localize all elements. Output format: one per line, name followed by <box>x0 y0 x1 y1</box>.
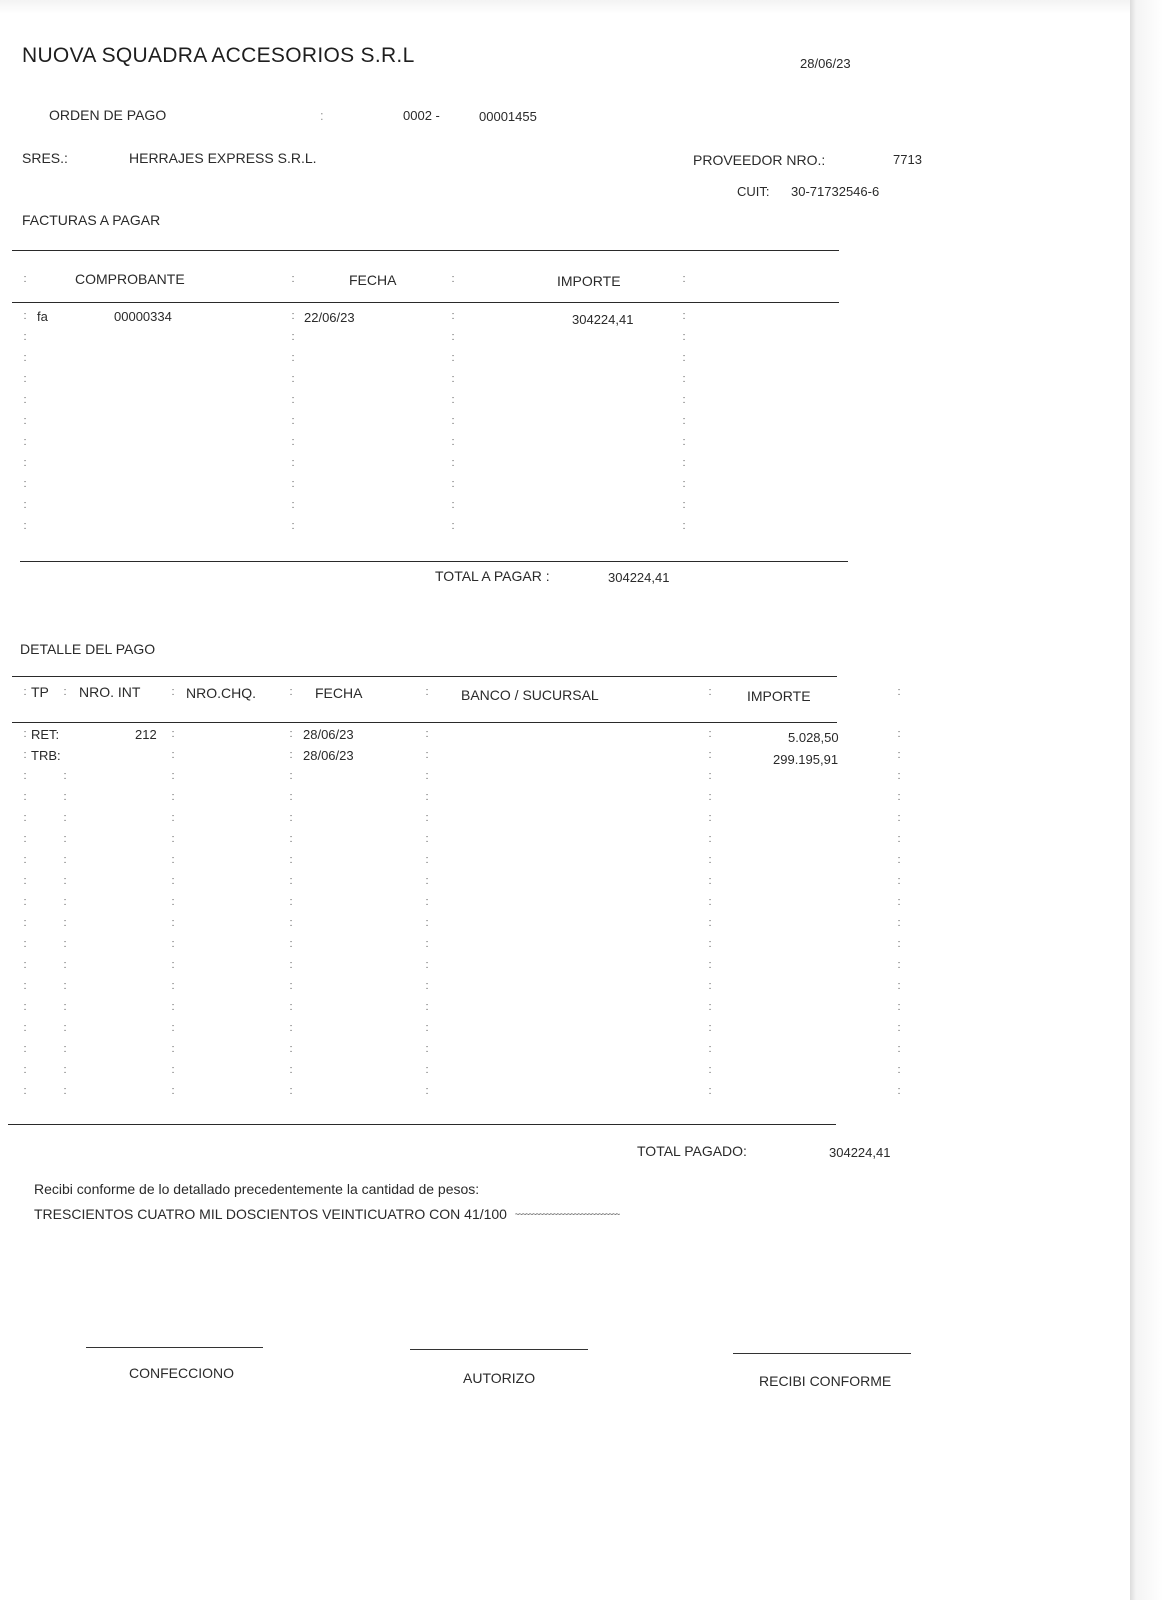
proveedor-number: 7713 <box>893 152 922 167</box>
column-separator-mark: : <box>289 980 293 992</box>
column-separator-mark: : <box>451 331 455 343</box>
column-separator-mark: : <box>425 812 429 824</box>
column-separator-mark: : <box>23 352 27 364</box>
column-separator-mark: : <box>171 896 175 908</box>
column-separator-mark: : <box>291 394 295 406</box>
detalle-header-nro-int: NRO. INT <box>79 684 141 700</box>
detalle-row-1-fecha: 28/06/23 <box>303 727 354 742</box>
total-pagado-value: 304224,41 <box>829 1145 891 1160</box>
column-separator-mark: : <box>708 686 712 698</box>
cuit-number: 30-71732546-6 <box>791 184 880 199</box>
column-separator-mark: : <box>289 1001 293 1013</box>
column-separator-mark: : <box>63 980 67 992</box>
column-separator-mark: : <box>291 457 295 469</box>
column-separator-mark: : <box>63 896 67 908</box>
column-separator-mark: : <box>289 1064 293 1076</box>
column-separator-mark: : <box>897 1064 901 1076</box>
column-separator-mark: : <box>23 394 27 406</box>
detalle-row-2-importe: 299.195,91 <box>773 752 839 767</box>
column-separator-mark: : <box>708 770 712 782</box>
sres-label: SRES.: <box>22 150 68 166</box>
column-separator-mark: : <box>171 917 175 929</box>
proveedor-label: PROVEEDOR NRO.: <box>693 152 826 168</box>
detalle-row-1-tp: RET: <box>31 727 60 742</box>
column-separator-mark: : <box>23 373 27 385</box>
column-separator-mark: : <box>425 917 429 929</box>
column-separator-mark: : <box>425 728 429 740</box>
column-separator-mark: : <box>171 770 175 782</box>
column-separator-mark: : <box>682 273 686 285</box>
column-separator-mark: : <box>708 833 712 845</box>
column-separator-mark: : <box>63 1064 67 1076</box>
column-separator-mark: : <box>451 457 455 469</box>
column-separator-mark: : <box>23 938 27 950</box>
column-separator-mark: : <box>682 331 686 343</box>
facturas-header-importe: IMPORTE <box>557 273 621 289</box>
column-separator-mark: : <box>897 980 901 992</box>
signature-line-recibi <box>733 1353 911 1354</box>
factura-row-fecha: 22/06/23 <box>304 310 355 325</box>
column-separator-mark: : <box>708 854 712 866</box>
column-separator-mark: : <box>682 373 686 385</box>
column-separator-mark: : <box>171 1022 175 1034</box>
facturas-header-fecha: FECHA <box>349 272 397 288</box>
column-separator-mark: : <box>451 478 455 490</box>
column-separator-mark: : <box>289 833 293 845</box>
column-separator-mark: : <box>63 875 67 887</box>
column-separator-mark: : <box>897 1043 901 1055</box>
column-separator-mark: : <box>23 273 27 285</box>
column-separator-mark: : <box>23 749 27 761</box>
column-separator-mark: : <box>897 686 901 698</box>
column-separator-mark: : <box>171 959 175 971</box>
column-separator-mark: : <box>425 1043 429 1055</box>
column-separator-mark: : <box>897 959 901 971</box>
column-separator-mark: : <box>708 1085 712 1097</box>
column-separator-mark: : <box>897 1085 901 1097</box>
column-separator-mark: : <box>23 499 27 511</box>
column-separator-mark: : <box>682 499 686 511</box>
column-separator-mark: : <box>23 436 27 448</box>
column-separator-mark: : <box>451 373 455 385</box>
detalle-header-fecha: FECHA <box>315 685 363 701</box>
column-separator-mark: : <box>451 436 455 448</box>
column-separator-mark: : <box>425 770 429 782</box>
column-separator-mark: : <box>289 896 293 908</box>
column-separator-mark: : <box>897 938 901 950</box>
column-separator-mark: : <box>291 436 295 448</box>
column-separator-mark: : <box>897 875 901 887</box>
column-separator-mark: : <box>425 1085 429 1097</box>
supplier-name: HERRAJES EXPRESS S.R.L. <box>129 150 317 166</box>
detalle-header-nro-chq: NRO.CHQ. <box>186 685 256 701</box>
column-separator-mark: : <box>425 896 429 908</box>
column-separator-mark: : <box>289 749 293 761</box>
column-separator-mark: : <box>171 875 175 887</box>
orden-label: ORDEN DE PAGO <box>49 107 167 123</box>
column-separator-mark: : <box>897 791 901 803</box>
column-separator-mark: : <box>425 1064 429 1076</box>
detalle-row-1-nro-int: 212 <box>135 727 157 742</box>
column-separator-mark: : <box>425 980 429 992</box>
column-separator-mark: : <box>63 917 67 929</box>
column-separator-mark: : <box>291 478 295 490</box>
column-separator-mark: : <box>23 457 27 469</box>
column-separator-mark: : <box>23 854 27 866</box>
facturas-bottom-rule <box>20 561 848 562</box>
factura-row-tipo: fa <box>37 309 48 324</box>
factura-row-importe: 304224,41 <box>572 312 634 327</box>
column-separator-mark: : <box>708 1001 712 1013</box>
column-separator-mark: : <box>289 812 293 824</box>
column-separator-mark: : <box>23 728 27 740</box>
column-separator-mark: : <box>682 310 686 322</box>
factura-row-comprobante: 00000334 <box>114 309 172 324</box>
column-separator-mark: : <box>171 980 175 992</box>
recibo-amount-in-words <box>34 1206 619 1222</box>
column-separator-mark: : <box>63 854 67 866</box>
column-separator-mark: : <box>682 520 686 532</box>
column-separator-mark: : <box>63 770 67 782</box>
column-separator-mark: : <box>23 875 27 887</box>
column-separator-mark: : <box>23 331 27 343</box>
detalle-row-2-fecha: 28/06/23 <box>303 748 354 763</box>
column-separator-mark: : <box>682 457 686 469</box>
column-separator-mark: : <box>708 728 712 740</box>
column-separator-mark: : <box>897 749 901 761</box>
column-separator-mark: : <box>63 938 67 950</box>
column-separator-mark: : <box>451 394 455 406</box>
column-separator-mark: : <box>708 1043 712 1055</box>
column-separator-mark: : <box>451 310 455 322</box>
column-separator-mark: : <box>682 352 686 364</box>
column-separator-mark: : <box>63 1043 67 1055</box>
column-separator-mark: : <box>425 1022 429 1034</box>
column-separator-mark: : <box>897 854 901 866</box>
column-separator-mark: : <box>171 791 175 803</box>
column-separator-mark: : <box>425 875 429 887</box>
column-separator-mark: : <box>897 770 901 782</box>
column-separator-mark: : <box>23 959 27 971</box>
column-separator-mark: : <box>682 436 686 448</box>
facturas-section-title: FACTURAS A PAGAR <box>22 212 161 228</box>
column-separator-mark: : <box>171 749 175 761</box>
total-a-pagar-label: TOTAL A PAGAR : <box>435 568 550 584</box>
column-separator-mark: : <box>897 728 901 740</box>
column-separator-mark: : <box>708 959 712 971</box>
column-separator-mark: : <box>289 854 293 866</box>
detalle-header-rule <box>12 722 837 723</box>
column-separator-mark: : <box>23 1064 27 1076</box>
scan-edge-shadow <box>1130 0 1163 1600</box>
column-separator-mark: : <box>708 791 712 803</box>
column-separator-mark: : <box>897 1001 901 1013</box>
recibo-line-1: Recibi conforme de lo detallado precedentemente la cantidad de pesos: <box>34 1181 480 1197</box>
column-separator-mark: : <box>289 875 293 887</box>
column-separator-mark: : <box>682 394 686 406</box>
column-separator-mark: : <box>289 1022 293 1034</box>
orden-colon: : <box>320 108 324 123</box>
column-separator-mark: : <box>23 1022 27 1034</box>
column-separator-mark: : <box>23 812 27 824</box>
column-separator-mark: : <box>451 415 455 427</box>
detalle-top-rule <box>12 676 837 677</box>
signature-autorizo: AUTORIZO <box>463 1370 536 1386</box>
column-separator-mark: : <box>23 896 27 908</box>
recibo-filler: ~~~~~~~~~~~~~~~~~~~~~~~~~~~~~~ <box>514 1210 620 1219</box>
column-separator-mark: : <box>289 770 293 782</box>
column-separator-mark: : <box>291 520 295 532</box>
column-separator-mark: : <box>289 728 293 740</box>
column-separator-mark: : <box>23 686 27 698</box>
column-separator-mark: : <box>23 770 27 782</box>
column-separator-mark: : <box>897 1022 901 1034</box>
column-separator-mark: : <box>23 980 27 992</box>
column-separator-mark: : <box>897 896 901 908</box>
column-separator-mark: : <box>23 415 27 427</box>
detalle-row-1-importe: 5.028,50 <box>788 730 839 745</box>
column-separator-mark: : <box>708 1064 712 1076</box>
column-separator-mark: : <box>425 791 429 803</box>
detalle-section-title: DETALLE DEL PAGO <box>20 641 156 657</box>
column-separator-mark: : <box>63 686 67 698</box>
column-separator-mark: : <box>708 812 712 824</box>
column-separator-mark: : <box>63 1022 67 1034</box>
column-separator-mark: : <box>289 917 293 929</box>
column-separator-mark: : <box>708 917 712 929</box>
column-separator-mark: : <box>171 686 175 698</box>
column-separator-mark: : <box>425 749 429 761</box>
facturas-top-rule <box>12 250 839 251</box>
column-separator-mark: : <box>291 373 295 385</box>
column-separator-mark: : <box>291 499 295 511</box>
column-separator-mark: : <box>171 1043 175 1055</box>
column-separator-mark: : <box>708 938 712 950</box>
detalle-bottom-rule <box>8 1124 836 1125</box>
column-separator-mark: : <box>63 812 67 824</box>
column-separator-mark: : <box>708 1022 712 1034</box>
signature-recibi-conforme: RECIBI CONFORME <box>759 1373 892 1389</box>
column-separator-mark: : <box>289 1043 293 1055</box>
signature-confecciono: CONFECCIONO <box>129 1365 234 1381</box>
column-separator-mark: : <box>23 791 27 803</box>
column-separator-mark: : <box>682 415 686 427</box>
column-separator-mark: : <box>708 749 712 761</box>
company-name: NUOVA SQUADRA ACCESORIOS S.R.L <box>22 44 415 67</box>
column-separator-mark: : <box>289 1085 293 1097</box>
detalle-header-tp: TP <box>31 684 49 700</box>
column-separator-mark: : <box>23 1043 27 1055</box>
column-separator-mark: : <box>291 415 295 427</box>
column-separator-mark: : <box>171 728 175 740</box>
column-separator-mark: : <box>451 520 455 532</box>
column-separator-mark: : <box>63 791 67 803</box>
column-separator-mark: : <box>171 938 175 950</box>
column-separator-mark: : <box>23 310 27 322</box>
orden-prefix: 0002 - <box>403 108 440 123</box>
column-separator-mark: : <box>897 833 901 845</box>
column-separator-mark: : <box>23 833 27 845</box>
column-separator-mark: : <box>171 1064 175 1076</box>
signature-line-confecciono <box>86 1347 263 1348</box>
column-separator-mark: : <box>425 686 429 698</box>
column-separator-mark: : <box>682 478 686 490</box>
column-separator-mark: : <box>291 273 295 285</box>
column-separator-mark: : <box>63 1001 67 1013</box>
column-separator-mark: : <box>63 833 67 845</box>
column-separator-mark: : <box>291 331 295 343</box>
total-pagado-label: TOTAL PAGADO: <box>637 1143 747 1159</box>
column-separator-mark: : <box>451 499 455 511</box>
column-separator-mark: : <box>708 896 712 908</box>
column-separator-mark: : <box>425 959 429 971</box>
column-separator-mark: : <box>425 854 429 866</box>
column-separator-mark: : <box>425 938 429 950</box>
column-separator-mark: : <box>63 1085 67 1097</box>
column-separator-mark: : <box>289 938 293 950</box>
column-separator-mark: : <box>171 812 175 824</box>
column-separator-mark: : <box>425 833 429 845</box>
column-separator-mark: : <box>289 686 293 698</box>
column-separator-mark: : <box>291 310 295 322</box>
column-separator-mark: : <box>23 917 27 929</box>
column-separator-mark: : <box>708 980 712 992</box>
column-separator-mark: : <box>897 812 901 824</box>
column-separator-mark: : <box>63 959 67 971</box>
column-separator-mark: : <box>23 1085 27 1097</box>
column-separator-mark: : <box>289 959 293 971</box>
column-separator-mark: : <box>23 1001 27 1013</box>
cuit-label: CUIT: <box>737 184 770 199</box>
recibo-amount-text: TRESCIENTOS CUATRO MIL DOSCIENTOS VEINTICUATRO CON 41/100 <box>34 1206 507 1222</box>
document-date: 28/06/23 <box>800 56 851 71</box>
column-separator-mark: : <box>451 352 455 364</box>
facturas-header-comprobante: COMPROBANTE <box>75 271 185 287</box>
column-separator-mark: : <box>897 917 901 929</box>
column-separator-mark: : <box>23 520 27 532</box>
detalle-header-importe: IMPORTE <box>747 688 811 704</box>
column-separator-mark: : <box>171 833 175 845</box>
column-separator-mark: : <box>171 1001 175 1013</box>
facturas-header-rule <box>12 302 839 303</box>
detalle-header-banco: BANCO / SUCURSAL <box>461 687 599 703</box>
column-separator-mark: : <box>289 791 293 803</box>
column-separator-mark: : <box>291 352 295 364</box>
column-separator-mark: : <box>451 273 455 285</box>
column-separator-mark: : <box>171 854 175 866</box>
column-separator-mark: : <box>425 1001 429 1013</box>
detalle-row-2-tp: TRB: <box>31 748 61 763</box>
column-separator-mark: : <box>23 478 27 490</box>
column-separator-mark: : <box>171 1085 175 1097</box>
signature-line-autorizo <box>410 1349 588 1350</box>
column-separator-mark: : <box>708 875 712 887</box>
total-a-pagar-value: 304224,41 <box>608 570 670 585</box>
orden-number: 00001455 <box>479 109 537 124</box>
